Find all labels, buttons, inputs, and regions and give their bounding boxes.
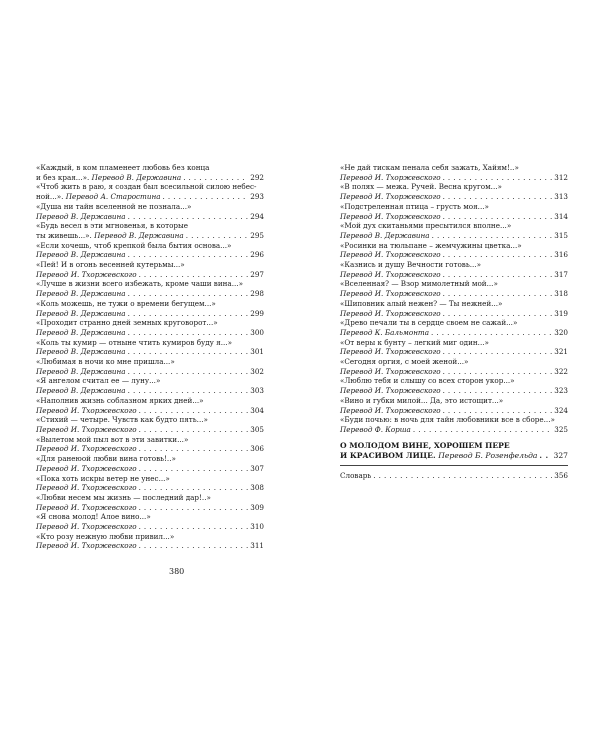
toc-left-column: [36, 163, 264, 551]
dot-leader: [139, 541, 249, 551]
entry-title-line: «Буди почью: в ночь для тайн любовники все в сборе...»: [340, 415, 555, 425]
toc-entry[interactable]: [36, 512, 264, 531]
translator-credit: Перевод И. Тхоржевского: [36, 463, 137, 473]
page-ref: 314: [554, 211, 568, 221]
translator-credit: Перевод И. Тхоржевского: [36, 424, 137, 434]
dot-leader: [431, 328, 552, 338]
entry-title-line: «Я ангелом считал ее — луну...»: [36, 376, 161, 386]
toc-entry[interactable]: [36, 241, 264, 260]
section-divider: [340, 465, 568, 466]
translator-credit: Перевод И. Тхоржевского: [36, 483, 137, 493]
translator-credit: Перевод В. Державина: [36, 347, 126, 357]
translator-credit: Перевод И. Тхоржевского: [36, 522, 137, 532]
entry-title-line: «Будь весел в эти мгновенья, в которые: [36, 221, 188, 231]
toc-entry[interactable]: [36, 163, 264, 182]
toc-entry[interactable]: [36, 182, 264, 201]
page-ref: 306: [250, 444, 264, 454]
translator-credit: Перевод И. Тхоржевского: [340, 269, 441, 279]
page-ref: 325: [554, 424, 568, 434]
page-ref: 321: [554, 347, 568, 357]
dot-leader: [139, 503, 249, 513]
toc-right-column: [340, 163, 568, 480]
entry-title-line: «Стихий — четыре. Чувств как будто пять...»: [36, 415, 208, 425]
entry-title-line: «Для ранеюой любви вина готовь!..»: [36, 454, 176, 464]
toc-entry[interactable]: [36, 474, 264, 493]
entry-title-line: «В полях — межа. Ручей. Весна кругом...»: [340, 182, 502, 192]
entry-title-line: «Мой дух скитаньями пресытился вполне...»: [340, 221, 512, 231]
entry-title-line: «Коль можешь, не тужи о времени бегущем...»: [36, 298, 216, 308]
dot-leader: [186, 231, 249, 241]
section-heading[interactable]: [340, 441, 568, 461]
page-ref: 327: [553, 450, 568, 460]
page-ref: 318: [554, 289, 568, 299]
translator-credit: Перевод В. Державина: [36, 289, 126, 299]
translator-credit: Перевод И. Тхоржевского: [36, 541, 137, 551]
toc-entry[interactable]: [36, 279, 264, 298]
dot-leader: [443, 192, 553, 202]
entry-title-line: «Люблю тебя и слышу со всех сторон укор...»: [340, 376, 515, 386]
entry-title-line: и без края...».: [36, 172, 90, 182]
toc-entry[interactable]: [340, 163, 568, 182]
dot-leader: [443, 406, 553, 416]
toc-entry[interactable]: [36, 435, 264, 454]
dot-leader: [443, 386, 553, 396]
entry-title-line: «Сегодня оргия, с моей женой...»: [340, 357, 469, 367]
translator-credit: Перевод И. Тхоржевского: [340, 405, 441, 415]
dot-leader: [139, 270, 249, 280]
dot-leader: [128, 386, 249, 396]
dot-leader: [139, 406, 249, 416]
toc-entry[interactable]: [36, 396, 264, 415]
toc-entry-glossary[interactable]: [340, 471, 568, 481]
toc-entry[interactable]: [36, 357, 264, 376]
toc-entry[interactable]: [36, 299, 264, 318]
page-ref: 320: [554, 327, 568, 337]
page-ref: 302: [250, 366, 264, 376]
page-ref: 297: [250, 269, 264, 279]
page-ref: 298: [250, 289, 264, 299]
dot-leader: [128, 212, 249, 222]
page-number: 380: [169, 567, 185, 576]
toc-entry[interactable]: [340, 376, 568, 395]
toc-entry[interactable]: [340, 318, 568, 337]
dot-leader: [443, 289, 553, 299]
section-heading-line: И КРАСИВОМ ЛИЦЕ.: [340, 450, 436, 460]
toc-entry[interactable]: [36, 202, 264, 221]
page-ref: 313: [554, 192, 568, 202]
dot-leader: [128, 289, 249, 299]
dot-leader: [139, 464, 249, 474]
translator-credit: Перевод В. Державина: [91, 172, 182, 182]
dot-leader: [539, 451, 551, 461]
entry-title-line: «Пока хоть искры ветер не унес...»: [36, 473, 170, 483]
page-ref: 293: [250, 192, 264, 202]
translator-credit: Перевод Ф. Корша: [340, 424, 411, 434]
toc-entry[interactable]: [36, 493, 264, 512]
page-ref: 308: [250, 483, 264, 493]
translator-credit: Перевод И. Тхоржевского: [340, 250, 441, 260]
toc-entry[interactable]: [36, 376, 264, 395]
toc-entry[interactable]: [340, 260, 568, 279]
page-ref: 303: [250, 386, 264, 396]
page-ref: 295: [250, 230, 264, 240]
translator-credit: Перевод Б. Розенфельда: [438, 450, 538, 460]
entry-title-line: «Не дай тискам пенала себя зажать, Хайям!..»: [340, 163, 519, 172]
dot-leader: [139, 483, 249, 493]
entry-title-line: «Вселенная? — Взор мимолетный мой...»: [340, 279, 498, 289]
entry-title-line: «Коль ты кумир — отныне чтить кумиров буду я...»: [36, 337, 232, 347]
toc-entry[interactable]: [36, 415, 264, 434]
page-ref: 294: [250, 211, 264, 221]
page-ref: 305: [250, 424, 264, 434]
page-ref: 356: [554, 470, 568, 480]
translator-credit: Перевод К. Бальмонта: [340, 327, 430, 337]
translator-credit: Перевод В. Державина: [340, 230, 430, 240]
dot-leader: [163, 192, 249, 202]
entry-title-line: «Каждый, в ком пламенеет любовь без конца: [36, 163, 210, 172]
translator-credit: Перевод И. Тхоржевского: [340, 289, 441, 299]
toc-entry[interactable]: [36, 260, 264, 279]
toc-entry[interactable]: [340, 338, 568, 357]
dot-leader: [443, 309, 553, 319]
dot-leader: [443, 347, 553, 357]
entry-title-line: «Вылетом мой пыл вот в эти завитки...»: [36, 434, 189, 444]
translator-credit: Перевод И. Тхоржевского: [340, 192, 441, 202]
entry-title-line: «Шиповник алый нежен? — Ты нежней...»: [340, 298, 503, 308]
dot-leader: [443, 212, 553, 222]
dot-leader: [128, 250, 249, 260]
toc-entry[interactable]: [340, 202, 568, 221]
translator-credit: Перевод В. Державина: [36, 211, 126, 221]
toc-entry[interactable]: [36, 318, 264, 337]
translator-credit: Перевод В. Державина: [36, 250, 126, 260]
dot-leader: [128, 309, 249, 319]
entry-title-line: «Чтоб жить в раю, я создан был всесильной силою небес-: [36, 182, 257, 192]
translator-credit: Перевод А. Старостина: [65, 192, 161, 202]
toc-entry[interactable]: [340, 415, 568, 434]
toc-entry[interactable]: [340, 221, 568, 240]
entry-title-line: «Если хочешь, чтоб крепкой была бытия основа...»: [36, 240, 232, 250]
entry-title-line: «Кто розу нежную любви привил...»: [36, 531, 175, 541]
dot-leader: [128, 347, 249, 357]
toc-entry[interactable]: [36, 454, 264, 473]
toc-entry[interactable]: [36, 532, 264, 551]
glossary-label: Словарь: [340, 470, 372, 480]
dot-leader: [413, 425, 552, 435]
page-ref: 319: [554, 308, 568, 318]
page-ref: 311: [250, 541, 264, 551]
page-ref: 307: [250, 463, 264, 473]
page-ref: 317: [554, 269, 568, 279]
toc-entry[interactable]: [340, 299, 568, 318]
translator-credit: Перевод И. Тхоржевского: [340, 347, 441, 357]
dot-leader: [443, 270, 553, 280]
toc-entry[interactable]: [340, 357, 568, 376]
dot-leader: [183, 173, 248, 183]
entry-title-line: ной...».: [36, 192, 64, 202]
entry-title-line: «Любимая в ночи ко мне пришла...»: [36, 357, 175, 367]
entry-title-line: «Душа ни тайн вселенной не познала...»: [36, 201, 192, 211]
translator-credit: Перевод В. Державина: [36, 386, 126, 396]
translator-credit: Перевод И. Тхоржевского: [36, 444, 137, 454]
translator-credit: Перевод В. Державина: [36, 366, 126, 376]
dot-leader: [373, 471, 552, 481]
translator-credit: Перевод И. Тхоржевского: [340, 308, 441, 318]
entry-title-line: «Вино и губки милой... Да, это истощит...»: [340, 395, 504, 405]
entry-title-line: «Проходит странно дней земных круговорот...»: [36, 318, 218, 328]
translator-credit: Перевод И. Тхоржевского: [340, 366, 441, 376]
dot-leader: [128, 367, 249, 377]
entry-title-line: «От веры к бунту – легкий миг один...»: [340, 337, 489, 347]
toc-entry[interactable]: [36, 338, 264, 357]
dot-leader: [139, 522, 249, 532]
section-heading-line: О МОЛОДОМ ВИНЕ, ХОРОШЕМ ПЕРЕ: [340, 440, 510, 450]
translator-credit: Перевод В. Державина: [36, 327, 126, 337]
page-ref: 315: [554, 230, 568, 240]
page-ref: 316: [554, 250, 568, 260]
page-ref: 312: [554, 172, 568, 182]
toc-entry[interactable]: [340, 279, 568, 298]
dot-leader: [139, 444, 249, 454]
toc-entry[interactable]: [340, 396, 568, 415]
entry-title-line: «Росинки на тюльпане – жемчужины цветка...»: [340, 240, 522, 250]
page-ref: 324: [554, 405, 568, 415]
translator-credit: Перевод И. Тхоржевского: [36, 269, 137, 279]
dot-leader: [139, 425, 249, 435]
toc-entry[interactable]: [340, 182, 568, 201]
dot-leader: [443, 250, 553, 260]
entry-title-line: ты живешь...».: [36, 230, 92, 240]
page-ref: 301: [250, 347, 264, 357]
dot-leader: [432, 231, 553, 241]
translator-credit: Перевод И. Тхоржевского: [340, 386, 441, 396]
page-ref: 292: [250, 172, 264, 182]
entry-title-line: «Древо печали ты в сердце своем не сажай...»: [340, 318, 518, 328]
toc-entry[interactable]: [36, 221, 264, 240]
translator-credit: Перевод И. Тхоржевского: [340, 172, 441, 182]
page-ref: 296: [250, 250, 264, 260]
page-ref: 309: [250, 502, 264, 512]
entry-title-line: «Пей! И в огонь весенней кутерьмы...»: [36, 260, 185, 270]
translator-credit: Перевод И. Тхоржевского: [36, 405, 137, 415]
page-ref: 310: [250, 522, 264, 532]
translator-credit: Перевод И. Тхоржевского: [36, 502, 137, 512]
dot-leader: [443, 173, 553, 183]
page-ref: 300: [250, 327, 264, 337]
entry-title-line: «Подстреленная птица – грусть моя...»: [340, 201, 489, 211]
toc-entry[interactable]: [340, 241, 568, 260]
page-ref: 304: [250, 405, 264, 415]
translator-credit: Перевод В. Державина: [94, 230, 184, 240]
entry-title-line: «Я снова молод! Алое вино...»: [36, 512, 151, 522]
entry-title-line: «Лучше в жизни всего избежать, кроме чаши вина...»: [36, 279, 243, 289]
dot-leader: [128, 328, 249, 338]
page-ref: 299: [250, 308, 264, 318]
entry-title-line: «Наполнив жизнь соблазном ярких дней...»: [36, 395, 204, 405]
entry-title-line: «Любви несем мы жизнь — последний дар!..»: [36, 492, 211, 502]
entry-title-line: «Казнись и душу Вечности готовь...»: [340, 260, 481, 270]
translator-credit: Перевод И. Тхоржевского: [340, 211, 441, 221]
page-ref: 322: [554, 366, 568, 376]
translator-credit: Перевод В. Державина: [36, 308, 126, 318]
dot-leader: [443, 367, 553, 377]
page-ref: 323: [554, 386, 568, 396]
